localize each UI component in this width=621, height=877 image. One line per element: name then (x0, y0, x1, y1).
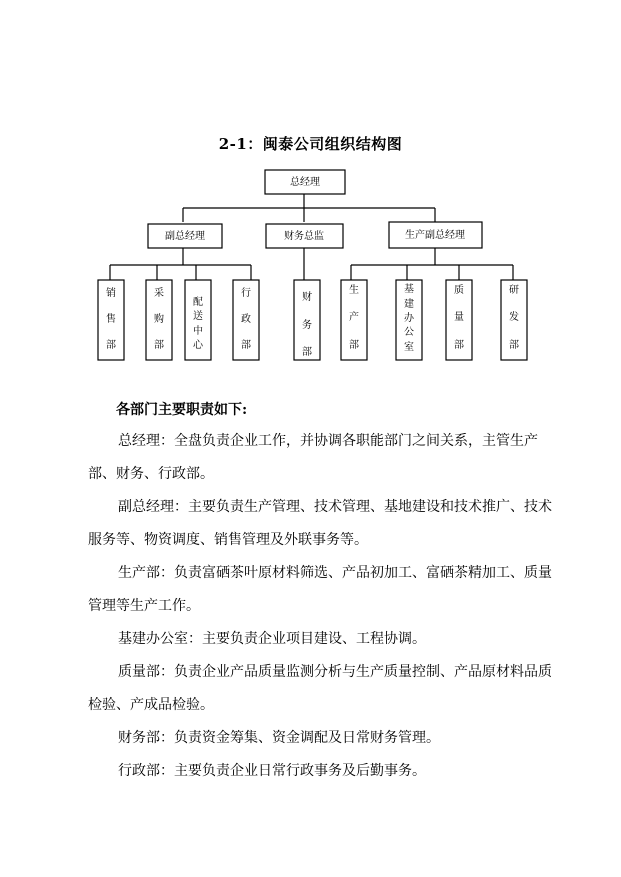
dept-production-char: 部 (349, 340, 359, 351)
dept-purchasing-char: 部 (154, 340, 164, 351)
duty-construction-office: 基建办公室：主要负责企业项目建设、工程协调。 (118, 631, 426, 647)
dept-construction-char: 办 (404, 313, 414, 324)
duty-finance: 财务部：负责资金筹集、资金调配及日常财务管理。 (118, 730, 440, 746)
dept-quality-char: 量 (454, 312, 464, 323)
box-deputy-gm-label: 副总经理 (165, 231, 205, 242)
duty-quality: 质量部：负责企业产品质量监测分析与生产质量控制、产品原材料品质检验、产成品检验。 (88, 664, 552, 713)
dept-construction-char: 公 (404, 327, 414, 338)
duty-production: 生产部：负责富硒茶叶原材料筛选、产品初加工、富硒茶精加工、质量管理等生产工作。 (88, 565, 552, 614)
box-finance-director-label: 财务总监 (284, 231, 324, 242)
dept-production-char: 生 (349, 285, 359, 296)
dept-admin-char: 政 (241, 314, 251, 325)
box-production-deputy-gm-label: 生产副总经理 (405, 230, 465, 241)
dept-admin-char: 行 (241, 288, 251, 299)
dept-purchasing-char: 购 (154, 314, 164, 325)
duty-general-manager: 总经理：全盘负责企业工作，并协调各职能部门之间关系，主管生产部、财务、行政部。 (88, 433, 538, 482)
dept-rnd-char: 部 (509, 340, 519, 351)
dept-sales-char: 销 (106, 288, 116, 299)
dept-construction-char: 室 (404, 342, 414, 353)
dept-rnd-char: 研 (509, 285, 519, 296)
box-general-manager-label: 总经理 (290, 177, 320, 188)
dept-sales-char: 售 (106, 314, 116, 325)
org-chart (0, 0, 621, 380)
dept-distribution-char: 心 (193, 340, 203, 351)
dept-sales-char: 部 (106, 340, 116, 351)
dept-finance-char: 务 (302, 320, 312, 331)
dept-finance-char: 部 (302, 347, 312, 358)
dept-distribution-char: 配 (193, 297, 203, 308)
dept-construction-char: 基 (404, 284, 414, 295)
duties-list (88, 425, 558, 788)
chart-title: 2-1：闽泰公司组织结构图 (218, 135, 403, 153)
dept-rnd-char: 发 (509, 312, 519, 323)
dept-admin-char: 部 (241, 340, 251, 351)
dept-quality-char: 部 (454, 340, 464, 351)
dept-construction-char: 建 (404, 299, 414, 310)
dept-finance-char: 财 (302, 292, 312, 303)
dept-distribution-char: 中 (193, 326, 203, 337)
duty-deputy-gm: 副总经理：主要负责生产管理、技术管理、基地建设和技术推广、技术服务等、物资调度、销售管理及外联事务等。 (88, 499, 552, 548)
duties-heading: 各部门主要职责如下: (116, 402, 248, 418)
dept-quality-char: 质 (454, 285, 464, 296)
dept-purchasing-char: 采 (154, 288, 164, 299)
dept-production-char: 产 (349, 312, 359, 323)
duty-admin: 行政部：主要负责企业日常行政事务及后勤事务。 (118, 763, 426, 779)
dept-distribution-char: 送 (193, 311, 203, 322)
